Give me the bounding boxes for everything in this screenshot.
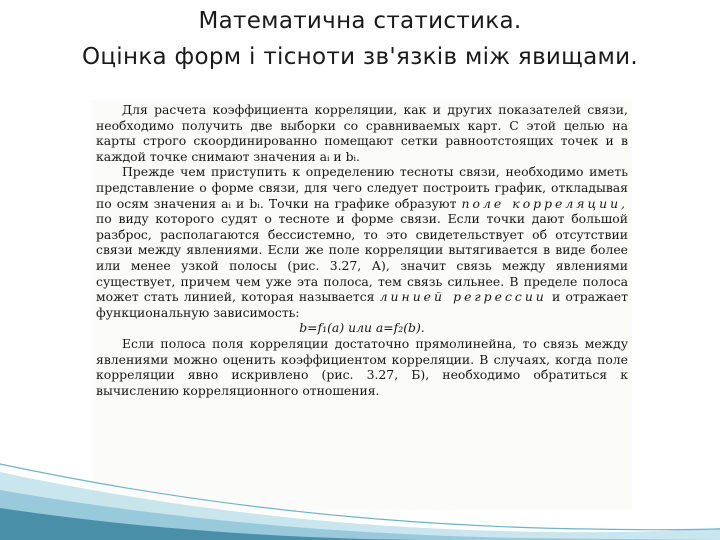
paragraph-2-part-2: по виду которого судят о тесноте и форме связи. Если точки дают большой разброс, располагаются бессистемно, то это свидетельствует об отсутствии связи между явлениями. Если же поле корреляции вытягивается в виде более или менее узкой полосы (рис. 3.27, А), значит связь между явлениями существует, причем чем уже эта полоса, тем связь сильнее. В пределе полоса может стать линией, которая называется	[96, 211, 628, 305]
regression-formula: b=f₁(a) или a=f₂(b).	[299, 320, 425, 336]
paragraph-3: Если полоса поля корреляции достаточно прямолинейна, то связь между явлениями можно оценить коэффициентом корреляции. В случаях, когда поле корреляции явно искривлено (рис. 3.27, Б), необходимо обратиться к вычислению корреляционного отношения.	[96, 335, 628, 398]
term-regression-line: линией регрессии	[379, 289, 547, 305]
decorative-wave-footer	[0, 450, 720, 540]
paragraph-2	[96, 164, 628, 320]
slide-title: Математична статистика.	[198, 8, 522, 34]
scanned-text-body	[96, 102, 628, 398]
paragraph-2-part-3: и отражает функциональную зависимость:	[96, 289, 628, 320]
paragraph-1: Для расчета коэффициента корреляции, как и других показателей связи, необходимо получить две выборки со сравниваемых карт. С этой целью на карты строго скоординированно помещают сетки равноотстоящих точек и в каждой точке снимают значения aᵢ и bᵢ.	[96, 102, 628, 164]
scanned-text-image	[92, 100, 632, 510]
paragraph-2-part-1: Прежде чем приступить к определению тесноты связи, необходимо иметь представление о форме связи, для чего следует построить график, откладывая по осям значения aᵢ и bᵢ. Точки на графике образуют	[96, 164, 628, 211]
slide-subtitle: Оцінка форм і тісноти зв'язків між явищами.	[81, 44, 639, 70]
term-correlation-field: поле корреляции,	[461, 195, 628, 211]
